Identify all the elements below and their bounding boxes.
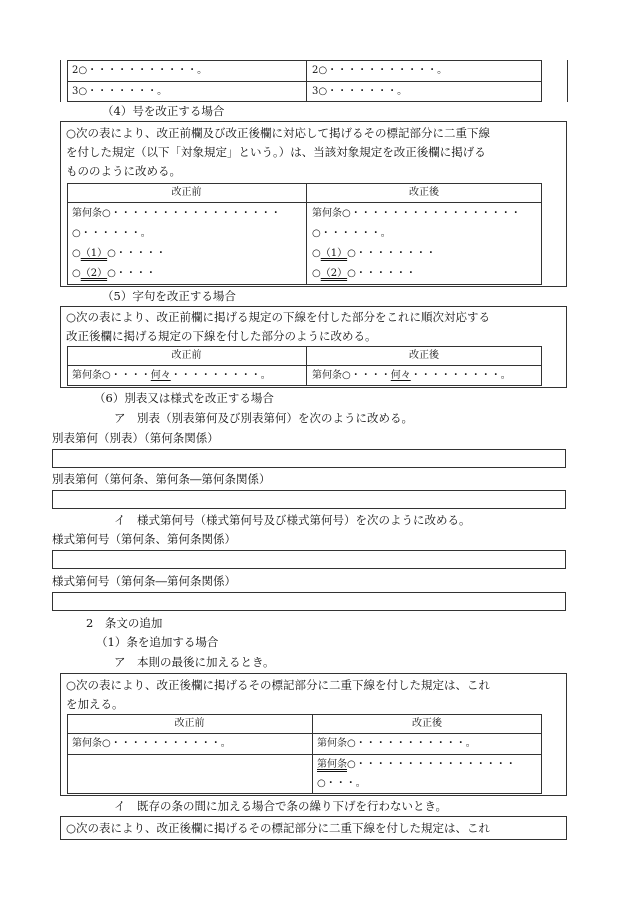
sec6-i-label2: 様式第何号（第何条―第何条関係）	[52, 574, 236, 588]
top-table-row2-right: 3○・・・・・・・。	[312, 86, 408, 97]
sec5-header-after: 改正後	[409, 350, 439, 361]
sec2-i-line: イ 既存の条の間に加える場合で条の繰り下げを行わないとき。	[114, 799, 448, 813]
sec4-before-r3	[72, 246, 166, 262]
sec4-after-r4	[312, 266, 416, 282]
sec5-after-post: ・・・・・・・・・。	[410, 370, 511, 381]
sec5-heading: （5）字句を改正する場合	[102, 289, 236, 303]
sec6-a-label2: 別表第何（第何条、第何条―第何条関係）	[52, 472, 271, 486]
sec4-before-r4-post: ○・・・・	[107, 268, 156, 279]
sec6-heading: （6）別表又は様式を改正する場合	[94, 391, 274, 405]
sec4-before-r3-pre: ○	[72, 248, 81, 259]
sec4-after-r4-post: ○・・・・・・	[347, 268, 416, 279]
sec6-i-line: イ 様式第何号（様式第何号及び様式第何号）を次のように改める。	[114, 513, 471, 527]
sec6-a-box1	[52, 449, 566, 468]
sec4-after-r3-ul: （1）	[320, 248, 348, 259]
sec4-heading: （4）号を改正する場合	[102, 104, 225, 118]
sec6-a-line: ア 別表（別表第何及び別表第何）を次のように改める。	[114, 411, 413, 425]
sec2-after-r2-post: ○・・・・・・・・・・・・・・・・	[347, 759, 516, 770]
sec4-before-r3-post: ○・・・・・	[107, 248, 166, 259]
sec5-before-pre: 第何条○・・・・	[72, 370, 151, 381]
sec6-i-label1: 様式第何号（第何条、第何条関係）	[52, 532, 236, 546]
sec2-para-line2: を加える。	[66, 697, 124, 711]
sec2-after-r3: ○・・・。	[317, 778, 366, 789]
top-table-row1-right: 2○・・・・・・・・・・・。	[312, 65, 448, 76]
sec6-i-box1	[52, 550, 566, 569]
sec2-i-para-line1: ○次の表により、改正後欄に掲げるその標記部分に二重下線を付した規定は、これ	[66, 821, 491, 835]
sec5-para-line1: ○次の表により、改正前欄に掲げる規定の下線を付した部分をこれに順次対応する	[66, 310, 491, 324]
top-table-row1-left: 2○・・・・・・・・・・・。	[72, 65, 208, 76]
sec4-after-r1: 第何条○・・・・・・・・・・・・・・・・・	[312, 208, 521, 219]
sec4-para-line1: ○次の表により、改正前欄及び改正後欄に対応して掲げるその標記部分に二重下線	[66, 126, 491, 140]
top-table-row2-left: 3○・・・・・・・。	[72, 86, 168, 97]
sec4-before-r1: 第何条○・・・・・・・・・・・・・・・・・	[72, 208, 281, 219]
sec4-para-line3: もののように改める。	[66, 164, 181, 178]
sec5-after-row	[312, 368, 511, 384]
sec2-header-before: 改正前	[174, 718, 205, 729]
sec4-header-before: 改正前	[171, 187, 202, 198]
sec4-header-after: 改正後	[409, 187, 439, 198]
sec6-a-label1: 別表第何（別表）（第何条関係）	[52, 431, 219, 445]
sec4-para-line2: を付した規定（以下「対象規定」という。）は、当該対象規定を改正後欄に掲げる	[66, 145, 486, 159]
sec2-after-r2-ul: 第何条	[317, 759, 347, 770]
sec2-a-line: ア 本則の最後に加えるとき。	[114, 655, 275, 669]
sec2-para-line1: ○次の表により、改正後欄に掲げるその標記部分に二重下線を付した規定は、これ	[66, 678, 491, 692]
sec2-after-r2	[317, 757, 516, 773]
sec5-para-line2: 改正後欄に掲げる規定の下線を付した部分のように改める。	[66, 329, 377, 343]
sec4-before-r4-pre: ○	[72, 268, 81, 279]
sec6-i-box2	[52, 592, 566, 611]
sec5-before-ul: 何々	[150, 370, 171, 381]
sec4-before-r4-ul: （2）	[80, 268, 108, 279]
sec4-after-r3-pre: ○	[312, 248, 321, 259]
sec2-header-after: 改正後	[412, 718, 442, 729]
sec4-after-r3	[312, 246, 436, 262]
sec5-before-row	[72, 368, 271, 384]
sec2-sub1: （1）条を追加する場合	[96, 635, 219, 649]
sec4-before-r3-ul: （1）	[80, 248, 108, 259]
sec2-before-r1: 第何条○・・・・・・・・・・・。	[72, 738, 231, 749]
sec2-heading: 2 条文の追加	[86, 616, 163, 630]
sec2-after-r1: 第何条○・・・・・・・・・・・。	[317, 738, 476, 749]
sec5-before-post: ・・・・・・・・・。	[170, 370, 271, 381]
sec4-after-r4-ul: （2）	[320, 268, 348, 279]
sec6-a-box2	[52, 490, 566, 509]
sec4-after-r3-post: ○・・・・・・・・	[347, 248, 436, 259]
sec4-after-r4-pre: ○	[312, 268, 321, 279]
sec5-after-ul: 何々	[390, 370, 411, 381]
sec5-after-pre: 第何条○・・・・	[312, 370, 391, 381]
sec4-after-r2: ○・・・・・・。	[312, 228, 391, 239]
sec5-header-before: 改正前	[171, 350, 202, 361]
sec4-before-r4	[72, 266, 156, 282]
sec4-before-r2: ○・・・・・・。	[72, 228, 151, 239]
